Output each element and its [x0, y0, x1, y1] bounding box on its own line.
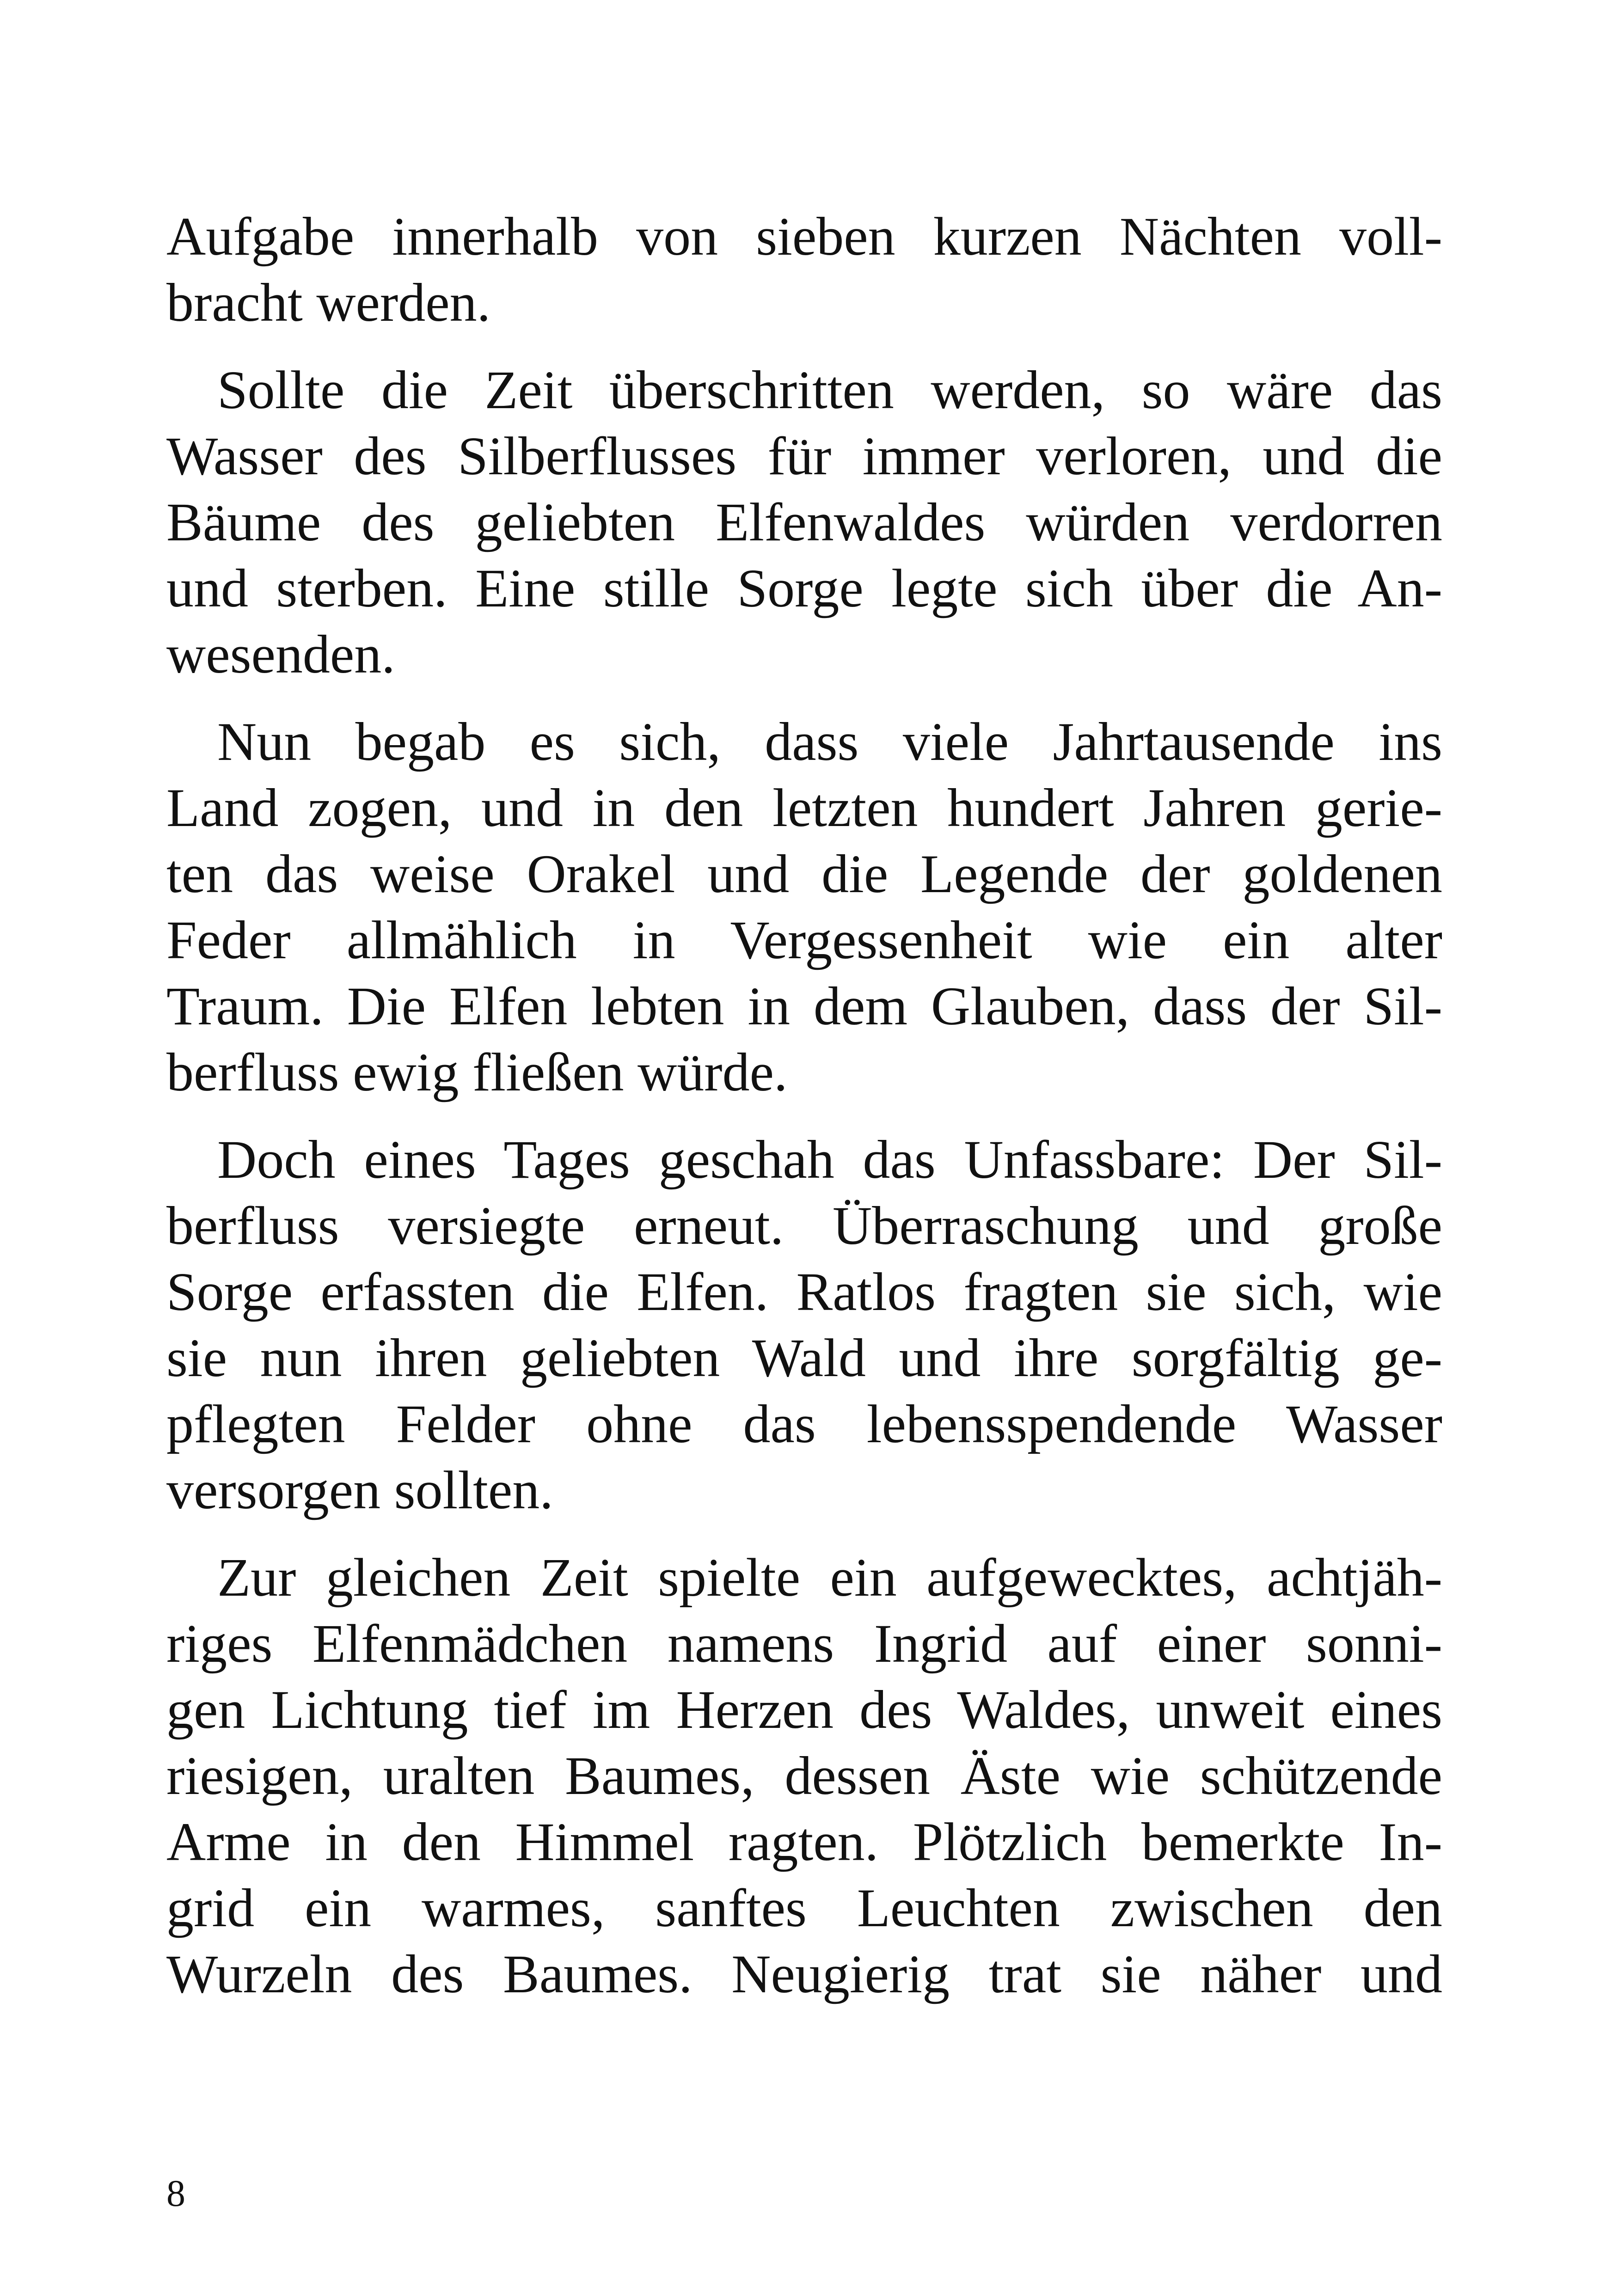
text-line: wesenden. — [166, 624, 395, 685]
body-text — [166, 203, 1442, 2028]
paragraph-4 — [166, 1127, 1442, 1523]
text-line: Traum. Die Elfen lebten in dem Glauben, dass der Sil- — [166, 976, 1442, 1036]
text-line: ten das weise Orakel und die Legende der goldenen — [166, 844, 1442, 904]
text-line: Sorge erfassten die Elfen. Ratlos fragten sie sich, wie — [166, 1261, 1442, 1322]
text-line: Wasser des Silberflusses für immer verloren, und die — [166, 426, 1442, 486]
text-line: gen Lichtung tief im Herzen des Waldes, unweit eines — [166, 1679, 1442, 1740]
text-line: Land zogen, und in den letzten hundert Jahren gerie- — [166, 778, 1442, 838]
text-line: und sterben. Eine stille Sorge legte sich über die An- — [166, 558, 1442, 618]
text-line: berfluss versiegte erneut. Überraschung und große — [166, 1195, 1442, 1256]
text-line: sie nun ihren geliebten Wald und ihre sorgfältig ge- — [166, 1328, 1442, 1388]
text-line: riesigen, uralten Baumes, dessen Äste wie schützende — [166, 1745, 1442, 1806]
text-line: Nun begab es sich, dass viele Jahrtausende ins — [217, 711, 1442, 772]
text-line: versorgen sollten. — [166, 1460, 553, 1520]
paragraph-2 — [166, 357, 1442, 687]
text-line: bracht werden. — [166, 272, 491, 333]
text-line: Arme in den Himmel ragten. Plötzlich bemerkte In- — [166, 1812, 1442, 1872]
text-line: Aufgabe innerhalb von sieben kurzen Nächten voll- — [166, 206, 1442, 267]
text-line: riges Elfenmädchen namens Ingrid auf einer sonni- — [166, 1613, 1442, 1674]
text-line: Doch eines Tages geschah das Unfassbare: Der Sil- — [217, 1129, 1442, 1190]
page-number: 8 — [166, 2172, 185, 2214]
text-line: Zur gleichen Zeit spielte ein aufgewecktes, achtjäh- — [217, 1547, 1442, 1608]
paragraph-3 — [166, 709, 1442, 1105]
text-line: grid ein warmes, sanftes Leuchten zwischen den — [166, 1878, 1442, 1938]
text-line: Wurzeln des Baumes. Neugierig trat sie näher und — [166, 1944, 1442, 2004]
text-line: berfluss ewig fließen würde. — [166, 1042, 788, 1102]
paragraph-1 — [166, 203, 1442, 336]
text-line: Bäume des geliebten Elfenwaldes würden verdorren — [166, 492, 1442, 552]
text-line: Feder allmählich in Vergessenheit wie ein alter — [166, 910, 1442, 970]
text-line: Sollte die Zeit überschritten werden, so wäre das — [217, 360, 1442, 420]
text-line: pflegten Felder ohne das lebensspendende Wasser — [166, 1394, 1442, 1454]
paragraph-5 — [166, 1544, 1442, 2007]
